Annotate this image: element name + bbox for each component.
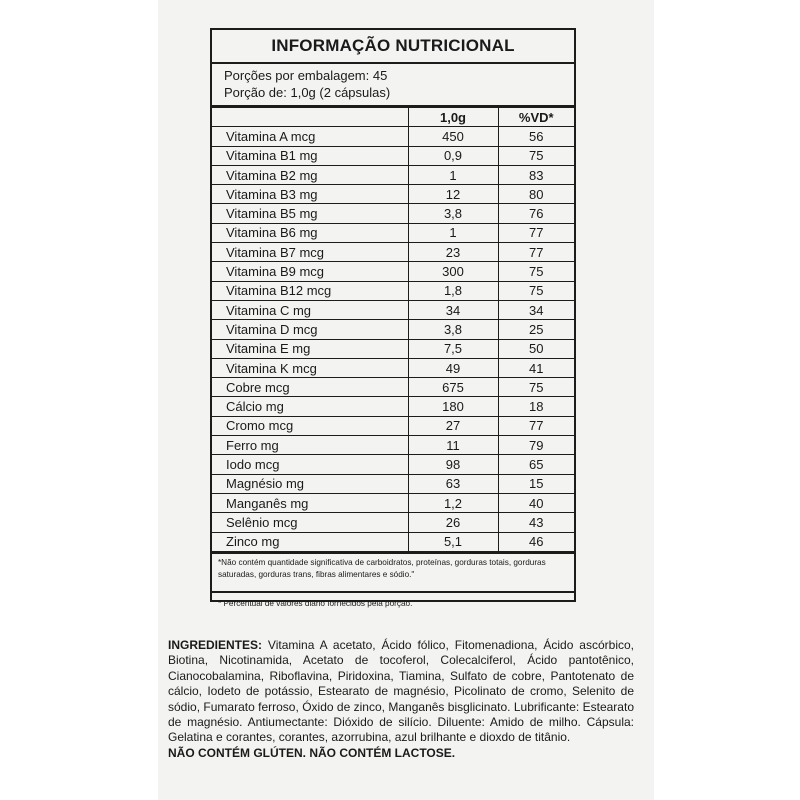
nutrient-daily-value: 77 [498, 223, 574, 242]
nutrient-amount: 0,9 [408, 146, 498, 165]
nutrient-amount: 26 [408, 513, 498, 532]
table-row [212, 165, 574, 184]
nutrient-amount: 34 [408, 300, 498, 319]
table-row [212, 320, 574, 339]
panel-title: INFORMAÇÃO NUTRICIONAL [212, 30, 574, 64]
nutrient-table [212, 107, 574, 552]
nutrient-name: Iodo mcg [212, 455, 408, 474]
header-amount: 1,0g [408, 108, 498, 127]
nutrient-daily-value: 75 [498, 378, 574, 397]
table-header-row [212, 108, 574, 127]
nutrient-name: Vitamina B3 mg [212, 185, 408, 204]
nutrient-amount: 49 [408, 358, 498, 377]
nutrient-daily-value: 25 [498, 320, 574, 339]
nutrient-rows [212, 127, 574, 552]
nutrient-name: Vitamina E mg [212, 339, 408, 358]
nutrient-name: Selênio mcg [212, 513, 408, 532]
nutrient-name: Vitamina B9 mcg [212, 262, 408, 281]
nutrient-amount: 27 [408, 416, 498, 435]
table-row [212, 397, 574, 416]
table-row [212, 493, 574, 512]
table-row [212, 204, 574, 223]
allergen-warning: NÃO CONTÉM GLÚTEN. NÃO CONTÉM LACTOSE. [168, 745, 456, 760]
nutrient-daily-value: 18 [498, 397, 574, 416]
nutrient-name: Vitamina B6 mg [212, 223, 408, 242]
nutrient-name: Vitamina B5 mg [212, 204, 408, 223]
nutrient-name: Cobre mcg [212, 378, 408, 397]
nutrient-amount: 675 [408, 378, 498, 397]
table-row [212, 455, 574, 474]
nutrient-daily-value: 41 [498, 358, 574, 377]
nutrient-daily-value: 75 [498, 281, 574, 300]
nutrient-amount: 98 [408, 455, 498, 474]
nutrient-name: Vitamina B2 mg [212, 165, 408, 184]
nutrient-name: Vitamina D mcg [212, 320, 408, 339]
servings-per-package: Porções por embalagem: 45 [224, 68, 388, 83]
ingredients-text: Vitamina A acetato, Ácido fólico, Fitomenadiona, Ácido ascórbico, Biotina, Nicotinamida, Acetato de tocoferol, Colecalciferol, Ácido pantotênico, Cianocobalamina, Riboflavina, Piridoxina, Tiamina, Sulfato de cobre, Pantotenato de cálcio, Iodeto de potássio, Estearato de magnésio, Picolinato de cromo, Selenito de sódio, Fumarato ferroso, Óxido de zinco, Manganês bisglicinato. Lubrificante: Estearato de magnésio. Antiumectante: Dióxido de silício. Diluente: Amido de milho. Cápsula: Gelatina e corantes, corantes, azorrubina, azul brilhante e dioxdo de titânio. [168, 638, 634, 745]
nutrient-name: Vitamina B1 mg [212, 146, 408, 165]
nutrient-daily-value: 75 [498, 146, 574, 165]
nutrient-amount: 23 [408, 243, 498, 262]
table-row [212, 339, 574, 358]
nutrient-daily-value: 75 [498, 262, 574, 281]
nutrient-name: Vitamina C mg [212, 300, 408, 319]
nutrient-amount: 1,8 [408, 281, 498, 300]
nutrient-name: Cromo mcg [212, 416, 408, 435]
nutrient-daily-value: 79 [498, 436, 574, 455]
nutrient-daily-value: 46 [498, 532, 574, 551]
nutrient-daily-value: 56 [498, 127, 574, 146]
header-daily-value: %VD* [498, 108, 574, 127]
table-row [212, 223, 574, 242]
table-row [212, 262, 574, 281]
nutrient-daily-value: 65 [498, 455, 574, 474]
nutrient-daily-value: 77 [498, 243, 574, 262]
nutrition-facts-panel [210, 28, 576, 608]
nutrient-amount: 450 [408, 127, 498, 146]
nutrient-daily-value: 83 [498, 165, 574, 184]
nutrient-daily-value: 43 [498, 513, 574, 532]
table-row [212, 243, 574, 262]
table-row [212, 358, 574, 377]
table-row [212, 436, 574, 455]
table-row [212, 474, 574, 493]
table-row [212, 416, 574, 435]
nutrient-daily-value: 50 [498, 339, 574, 358]
nutrient-daily-value: 40 [498, 493, 574, 512]
nutrient-name: Ferro mg [212, 436, 408, 455]
table-row [212, 378, 574, 397]
nutrient-amount: 1 [408, 165, 498, 184]
table-row [212, 513, 574, 532]
table-row [212, 532, 574, 551]
nutrient-daily-value: 34 [498, 300, 574, 319]
nutrient-amount: 11 [408, 436, 498, 455]
nutrient-daily-value: 15 [498, 474, 574, 493]
nutrient-amount: 1 [408, 223, 498, 242]
nutrient-name: Cálcio mg [212, 397, 408, 416]
nutrient-amount: 3,8 [408, 204, 498, 223]
nutrient-amount: 3,8 [408, 320, 498, 339]
table-row [212, 281, 574, 300]
nutrient-amount: 63 [408, 474, 498, 493]
nutrient-amount: 1,2 [408, 493, 498, 512]
header-nutrient [212, 108, 408, 127]
nutrient-name: Vitamina K mcg [212, 358, 408, 377]
nutrient-daily-value: 80 [498, 185, 574, 204]
nutrient-name: Zinco mg [212, 532, 408, 551]
nutrient-name: Vitamina B7 mcg [212, 243, 408, 262]
nutrient-amount: 7,5 [408, 339, 498, 358]
table-row [212, 127, 574, 146]
nutrient-name: Manganês mg [212, 493, 408, 512]
ingredients-label: INGREDIENTES: [168, 638, 263, 652]
daily-value-note: * Percentual de valores diário fornecidos pela porção. [212, 591, 574, 615]
serving-info [212, 64, 574, 107]
serving-size: Porção de: 1,0g (2 cápsulas) [224, 85, 391, 100]
nutrient-amount: 5,1 [408, 532, 498, 551]
table-row [212, 146, 574, 165]
nutrient-name: Vitamina A mcg [212, 127, 408, 146]
table-row [212, 300, 574, 319]
nutrient-name: Magnésio mg [212, 474, 408, 493]
nutrient-amount: 12 [408, 185, 498, 204]
nutrient-daily-value: 77 [498, 416, 574, 435]
nutrient-daily-value: 76 [498, 204, 574, 223]
nutrient-name: Vitamina B12 mcg [212, 281, 408, 300]
nutrient-amount: 300 [408, 262, 498, 281]
ingredients-block [168, 638, 634, 761]
table-row [212, 185, 574, 204]
nutrient-amount: 180 [408, 397, 498, 416]
insignificant-note: *Não contém quantidade significativa de carboidratos, proteínas, gorduras totais, gorduras saturadas, gorduras trans, fibras alimentares e sódio." [212, 552, 574, 591]
